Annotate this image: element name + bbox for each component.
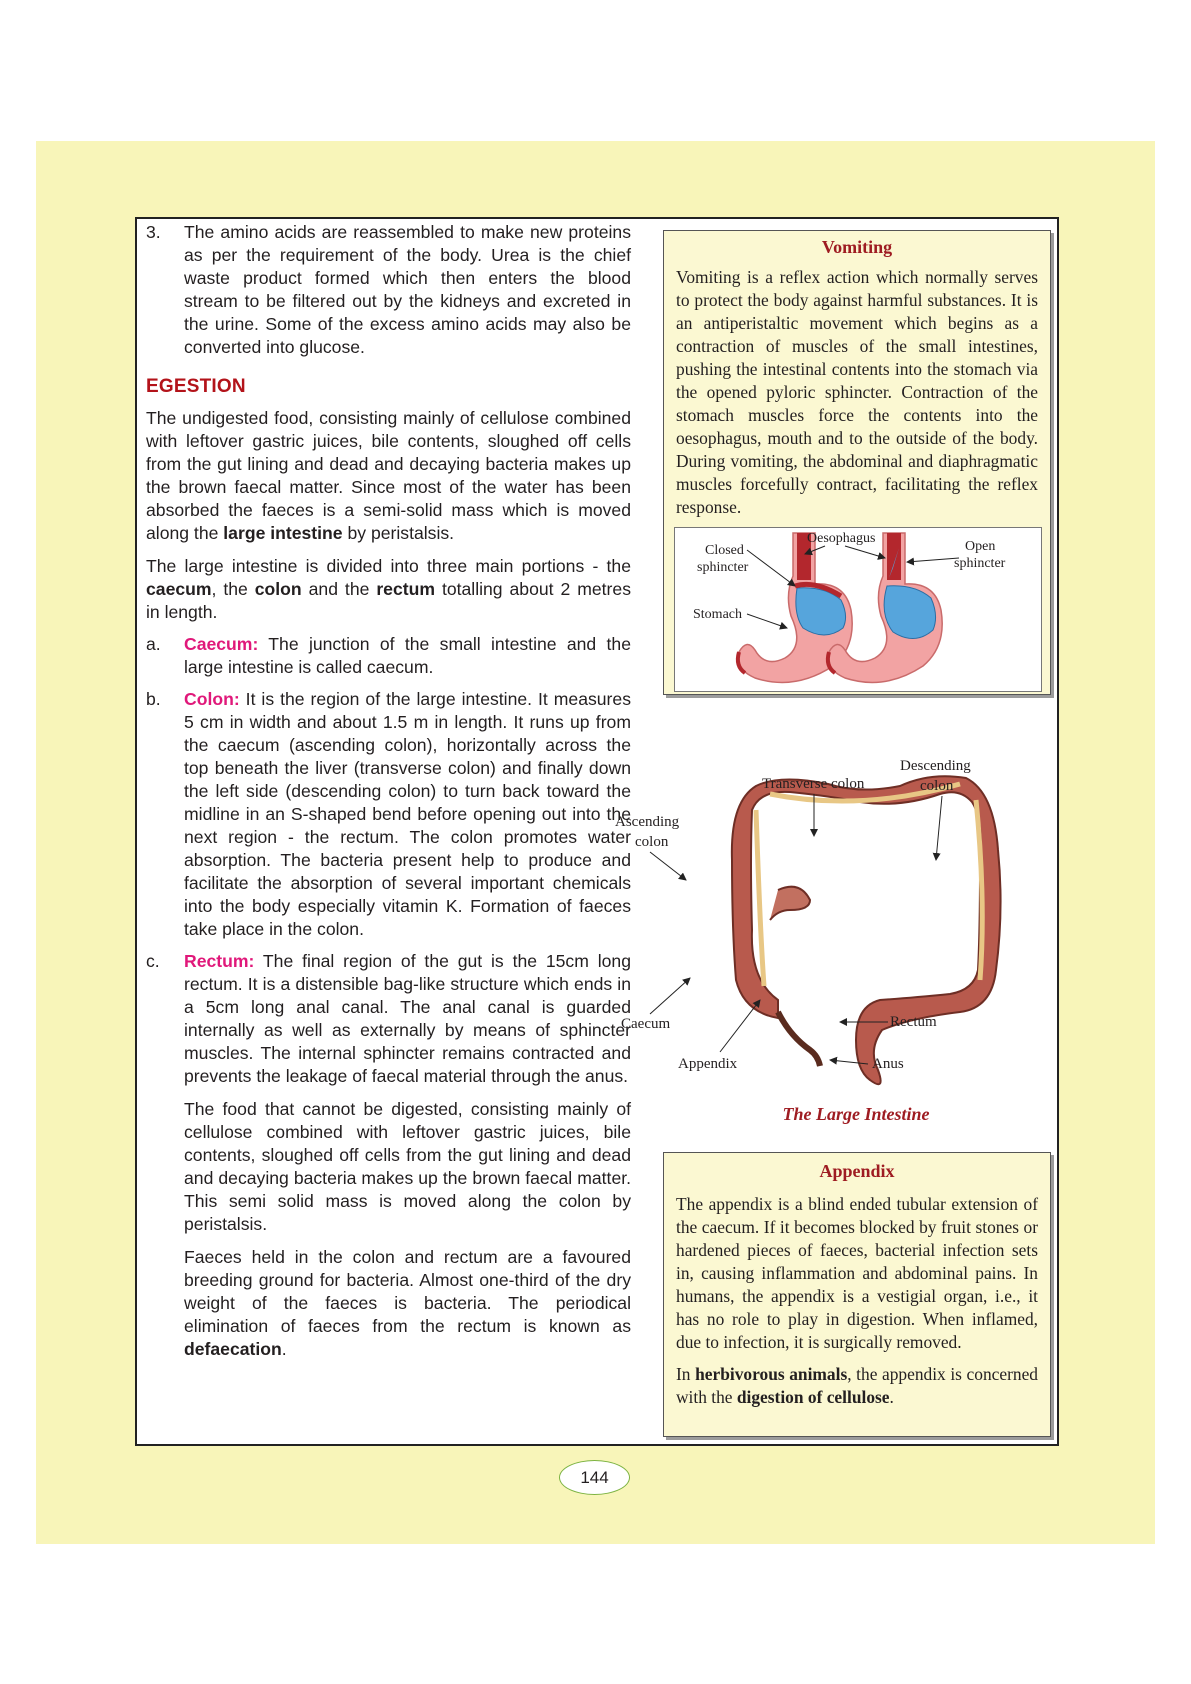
main-text-column	[146, 221, 631, 1361]
label-rectum: Rectum	[890, 1014, 937, 1030]
label-transverse-colon: Transverse colon	[762, 776, 865, 792]
label-descending-colon: colon	[920, 778, 954, 794]
list-text: The amino acids are reassembled to make new proteins as per the requirement of the body. Urea is the chief waste product formed which then enters the blood stream to be filtered out by the kidneys and excreted in the urine. Some of the excess amino acids may also be converted into glucose.	[184, 222, 631, 357]
large-intestine-illustration	[615, 750, 1055, 1110]
appendix-infobox	[663, 1152, 1051, 1437]
list-number: a.	[146, 634, 161, 654]
term-label: Rectum:	[184, 951, 255, 971]
page-number: 144	[559, 1460, 630, 1495]
paragraph: The undigested food, consisting mainly of cellulose combined with leftover gastric juices, bile contents, sloughed off cells from the gut lining and dead and decaying bacteria makes up the brown faecal matter. Since most of the water has been absorbed the faeces is a semi-solid mass which is moved along the large intestine by peristalsis.	[146, 408, 631, 543]
list-number: 3.	[146, 222, 161, 242]
term-label: Caecum:	[184, 634, 259, 654]
label-open: Open	[965, 539, 996, 554]
label-open-sphincter: sphincter	[954, 556, 1006, 571]
list-item-3	[146, 221, 631, 359]
paragraph: The food that cannot be digested, consisting mainly of cellulose combined with leftover gastric juices, bile contents, sloughed off cells from the gut lining and dead and decaying bacteria makes up the brown faecal matter. This semi solid mass is moved along the colon by peristalsis.	[184, 1099, 631, 1234]
stomach-diagram	[674, 527, 1042, 692]
list-number: b.	[146, 689, 161, 709]
label-ascending-colon: colon	[635, 834, 669, 850]
label-descending: Descending	[900, 758, 971, 774]
infobox-title: Vomiting	[821, 237, 893, 257]
paragraph: The large intestine is divided into three main portions - the caecum, the colon and the rectum totalling about 2 metres in length.	[146, 556, 631, 622]
label-appendix: Appendix	[678, 1056, 738, 1072]
vomiting-infobox	[663, 230, 1051, 695]
infobox-title: Appendix	[819, 1161, 895, 1181]
list-item-colon: b. Colon: It is the region of the large intestine. It measures 5 cm in width and about 1.5 m in length. It runs up from the caecum (ascending colon), horizontally across the top beneath the liver (transverse colon) and finally down the left side (descending colon) to turn back toward the midline in an S-shaped bend before opening out into the next region - the rectum. The colon promotes water absorption. The bacteria present help to produce and facilitate the absorption of several important chemicals into the body especially vitamin K. Formation of faeces take place in the colon.	[146, 689, 631, 939]
figure-caption: The Large Intestine	[782, 1104, 930, 1124]
label-ascending: Ascending	[615, 814, 680, 830]
label-closed: Closed	[705, 543, 744, 558]
section-heading-egestion: EGESTION	[146, 376, 246, 397]
list-item-caecum: a. Caecum: The junction of the small intestine and the large intestine is called caecum.	[146, 634, 631, 677]
label-oesophagus: Oesophagus	[807, 531, 876, 546]
term-label: Colon:	[184, 689, 240, 709]
colon-shape	[732, 776, 1001, 1084]
infobox-text: Vomiting is a reflex action which normally serves to protect the body against harmful substances. It is an antiperistaltic movement which begins as a contraction of muscles of the small intestines, pushing the intestinal contents into the stomach via the opened pyloric sphincter. Contraction of the stomach muscles force the contents into the oesophagus, mouth and to the outside of the body. During vomiting, the abdominal and diaphragmatic muscles forcefully contract, facilitating the reflex response.	[676, 267, 1038, 517]
label-anus: Anus	[872, 1056, 904, 1072]
infobox-text: In herbivorous animals, the appendix is concerned with the digestion of cellulose.	[676, 1364, 1038, 1407]
stomach-illustration	[675, 528, 1041, 691]
label-caecum: Caecum	[621, 1016, 671, 1032]
label-stomach: Stomach	[693, 607, 742, 622]
paragraph: Faeces held in the colon and rectum are a favoured breeding ground for bacteria. Almost one-third of the dry weight of the faeces is bacteria. The periodical elimination of faeces from the rectum is known as defaecation.	[184, 1247, 631, 1359]
label-closed-sphincter: sphincter	[697, 560, 749, 575]
list-item-rectum: c. Rectum: The final region of the gut is the 15cm long rectum. It is a distensible bag-like structure which ends in a 5cm long anal canal. The anal canal is guarded internally as well as externally by means of sphincter muscles. The internal sphincter remains contracted and prevents the leakage of faecal material through the anus.	[146, 951, 631, 1086]
large-intestine-diagram	[615, 750, 1055, 1110]
list-number: c.	[146, 951, 160, 971]
infobox-text: The appendix is a blind ended tubular extension of the caecum. If it becomes blocked by fruit stones or hardened pieces of faeces, bacterial infection sets in, causing inflammation and abdominal pains. In humans, the appendix is a vestigial organ, i.e., it has no role to play in digestion. When inflamed, due to infection, it is surgically removed.	[676, 1194, 1038, 1352]
